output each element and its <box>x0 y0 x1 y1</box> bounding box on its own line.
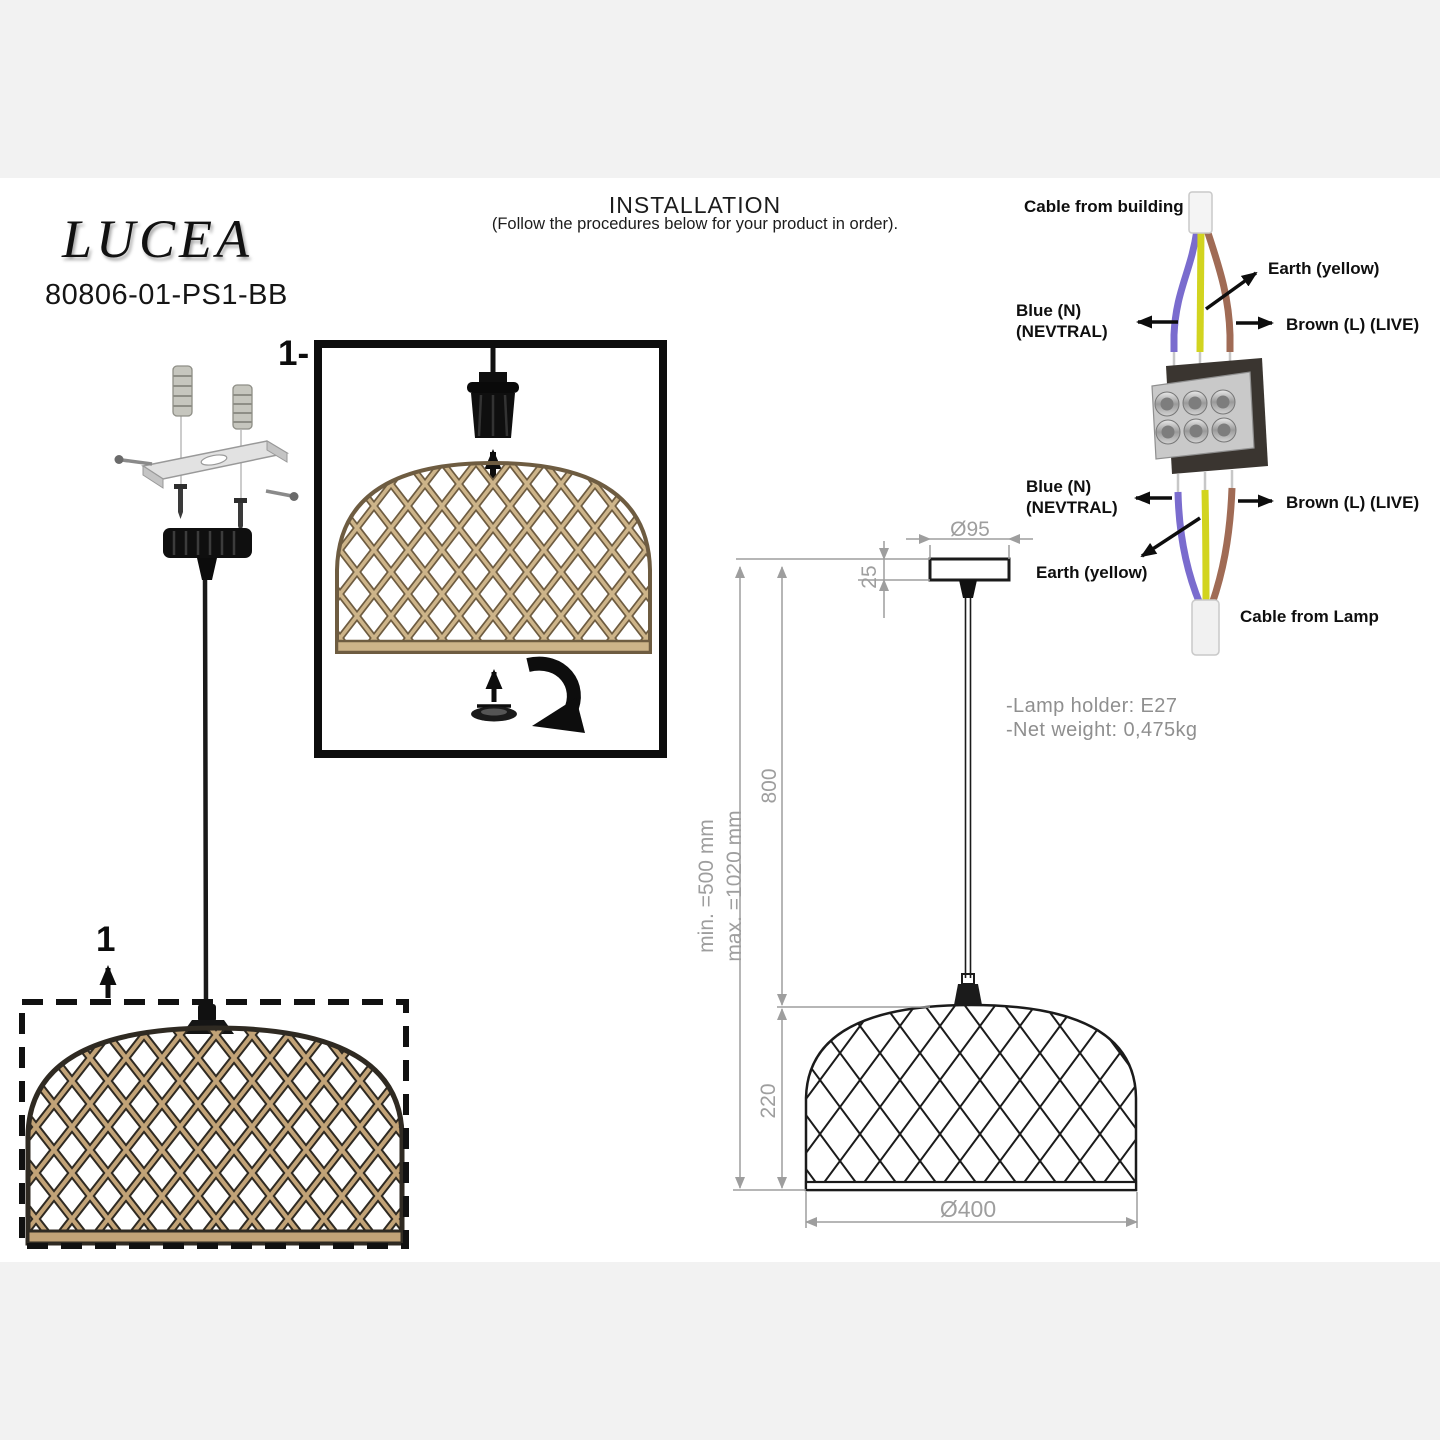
label-earth-top: Earth (yellow) <box>1268 259 1380 278</box>
spec-lamp-holder: -Lamp holder: E27 <box>1006 695 1178 717</box>
label-cable-from-building: Cable from building <box>1024 197 1184 216</box>
spec-net-weight: -Net weight: 0,475kg <box>1006 719 1198 741</box>
assembly-inset-illustration <box>318 344 663 754</box>
dim-shade-diameter: Ø400 <box>939 1196 997 1222</box>
ceiling-canopy-icon <box>163 528 252 580</box>
label-earth-bottom: Earth (yellow) <box>1036 563 1148 582</box>
dim-canopy-height: 25 <box>858 565 881 589</box>
dimension-drawing <box>733 539 1137 1228</box>
live-wire-bottom <box>1212 488 1232 604</box>
terminal-block <box>1152 358 1268 474</box>
spec-block <box>1006 694 1197 742</box>
earth-wire-top <box>1200 230 1201 352</box>
dim-max-drop: max. =1020 mm <box>723 810 746 962</box>
cable-sleeve-bottom <box>1192 600 1219 655</box>
label-neutral-top: Blue (N) (NEVTRAL) <box>1016 301 1108 342</box>
dim-canopy-diameter: Ø95 <box>950 518 990 541</box>
page-title: INSTALLATION <box>608 192 782 218</box>
neutral-wire-bottom <box>1178 492 1200 604</box>
label-cable-from-lamp: Cable from Lamp <box>1240 607 1379 626</box>
cable-sleeve-top <box>1189 192 1212 233</box>
dim-cord-length: 800 <box>758 768 781 804</box>
neutral-wire-top <box>1174 230 1197 352</box>
wall-anchor-icon <box>173 366 192 416</box>
mounting-hardware-illustration <box>115 366 299 1034</box>
step-1-inset-label: 1- <box>278 334 310 373</box>
page-subtitle: (Follow the procedures below for your product in order). <box>491 215 899 233</box>
pendant-cord <box>205 580 206 1006</box>
wall-anchor-icon <box>233 385 252 429</box>
product-model: 80806-01-PS1-BB <box>45 279 288 311</box>
label-neutral-bottom: Blue (N) (NEVTRAL) <box>1026 477 1118 518</box>
label-live-bottom: Brown (L) (LIVE) <box>1286 493 1420 512</box>
dim-min-drop: min. =500 mm <box>695 819 718 953</box>
screw-icon <box>234 498 247 533</box>
label-live-top: Brown (L) (LIVE) <box>1286 315 1420 334</box>
wiring-diagram <box>1136 192 1272 655</box>
live-wire-top <box>1207 230 1230 352</box>
step-1-detach-label: 1 <box>96 920 116 959</box>
dim-shade-height: 220 <box>757 1083 780 1119</box>
earth-wire-bottom <box>1205 490 1206 604</box>
brand-logo: LUCEA <box>62 209 254 269</box>
mounting-bracket-icon <box>115 441 299 501</box>
lock-ring-icon <box>471 707 517 722</box>
screw-icon <box>174 484 187 519</box>
shade-inset-drawing <box>337 463 650 652</box>
